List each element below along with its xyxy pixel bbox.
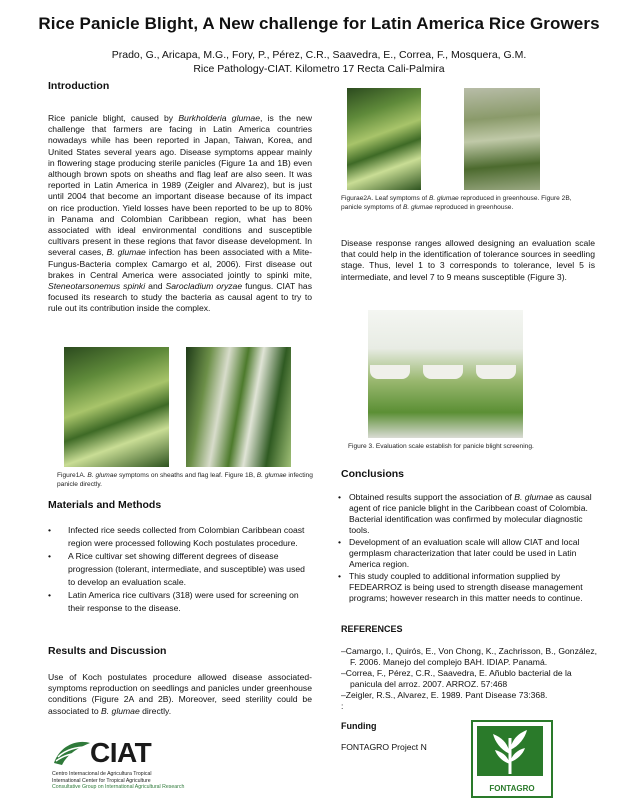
- intro-text-1: Rice panicle blight, caused by: [48, 113, 179, 123]
- fig1-cap-c: infecting panicle directly.: [57, 472, 313, 488]
- figure-3-caption: Figure 3. Evaluation scale establish for panicle blight screening.: [348, 443, 534, 450]
- references-heading: REFERENCES: [341, 624, 403, 634]
- fig1-cap-species-a: B. glumae: [87, 472, 118, 479]
- references-separator: :: [341, 701, 344, 711]
- fig1-cap-a: Figure1A.: [57, 472, 88, 479]
- ciat-tagline-2: International Center for Tropical Agriculture: [52, 777, 151, 784]
- author-block: [0, 48, 638, 76]
- funding-heading: Funding: [341, 721, 377, 731]
- intro-text-5: fungus. CIAT has focused its research to study the bacteria as causal agent to try to rule out its contribution inside the complex.: [48, 281, 312, 314]
- fontagro-plant-icon: [473, 724, 547, 778]
- methods-item: • A Rice cultivar set showing different degrees of disease progression (tolerant, intermediate, and susceptible) was used to develop an evaluation scale.: [48, 550, 308, 589]
- ciat-tagline: [52, 771, 202, 791]
- reference-item: –Camargo, I., Quirós, E., Von Chong, K., Zachrisson, B., González, F. 2006. Manejo del complejo BAH. IDIAP. Panamá.: [341, 646, 598, 667]
- methods-heading: Materials and Methods: [48, 499, 162, 511]
- poster-title: Rice Panicle Blight, A New challenge for Latin America Rice Growers: [38, 14, 600, 33]
- intro-species-4: Sarocladium oryzae: [165, 281, 243, 292]
- intro-text-2: , is the new challenge that farmers are facing in Latin America countries nowadays while has been reported in Japan, Taiwan, Korea, and United States several years ago. Disease symptoms appear mainly in flowering stage producing sterile panicles (Figure 1a and 1B) even although brown spots on sheaths and flag leaf are also seen. It was reported in Latin America in 1989 (Zeigler and Alvarez), but is just until 2004 that become an important disease because of its impact on rice production. Yield losses have been reported to be up to 80% in Panama and Colombian Caribbean region, what has been associated with ideal environmental conditions and susceptible cultivars present in these regions that favor disease development. In several cases,: [48, 113, 312, 258]
- conclusions-item: [336, 492, 598, 536]
- intro-species-2: B. glumae: [106, 247, 146, 258]
- ciat-tagline-1: Centro Internacional de Agricultura Tropical: [52, 771, 152, 777]
- methods-item: • Latin America rice cultivars (318) were used for screening on their response to the disease.: [48, 589, 308, 615]
- figure-1-caption: [57, 472, 323, 489]
- intro-text-3: infection has been associated with a Mite-Fungus-Bacteria complex Camargo et al, 2006). First disease out brakes in Central America were associated jointly to spinki mite,: [48, 247, 312, 280]
- results-text-2: directly.: [139, 705, 172, 716]
- results-text-1: Use of Koch postulates procedure allowed disease associated-symptoms reproduction on seedlings and panicles under greenhouse conditions (Figure 2A and 2B). Moreover, seed sterility could be associated to: [48, 672, 312, 716]
- introduction-heading: Introduction: [48, 80, 110, 92]
- results-heading: Results and Discussion: [48, 645, 167, 657]
- methods-item: • Infected rice seeds collected from Colombian Caribbean coast region were processed following Koch postulates procedure.: [48, 524, 308, 550]
- intro-species-1: Burkholderia glumae: [178, 113, 260, 123]
- intro-species-3: Steneotarsonemus spinki: [48, 281, 146, 292]
- reference-item: –Correa, F., Pérez, C.R., Saavedra, E. Añublo bacterial de la panicula del arroz. 2007. ARROZ. 57:468: [341, 668, 572, 689]
- conclusion-1-text-b: as causal agent of rice panicle blight in the Caribbean coast of Colombia. Bacterial identification was confirmed by molecular diagnostic tools.: [349, 492, 592, 535]
- fontagro-wordmark: FONTAGRO: [489, 784, 535, 793]
- fig2-cap-species-a: B. glumae: [428, 195, 459, 202]
- ciat-wordmark: CIAT: [90, 737, 152, 768]
- methods-list: [48, 524, 308, 615]
- fig2-cap-species-b: B. glumae: [402, 203, 433, 211]
- references-list: [341, 646, 599, 712]
- fig1-cap-b: symptoms on sheaths and flag leaf. Figure 1B,: [117, 472, 257, 479]
- introduction-text: [48, 113, 312, 315]
- figure-2-caption: [341, 195, 591, 212]
- fig2-cap-b: reproduced in greenhouse. Figure 2B, panicle symptoms of: [341, 195, 572, 211]
- affiliation: Rice Pathology-CIAT. Kilometro 17 Recta Cali-Palmira: [193, 63, 445, 75]
- conclusions-item: • Development of an evaluation scale will allow CIAT and local germplasm characterization that later could be used in Latin America region.: [336, 537, 598, 570]
- conclusion-1-text-a: Obtained results support the association of: [349, 492, 515, 502]
- figure-1b-photo: [186, 347, 291, 467]
- author-list: Prado, G., Aricapa, M.G., Fory, P., Pérez, C.R., Saavedra, E., Correa, F., Mosquera, G.M.: [111, 49, 527, 61]
- reference-item: –Zeigler, R.S., Alvarez, E. 1989. Pant Disease 73:368.: [341, 690, 548, 700]
- conclusions-item: • This study coupled to additional information supplied by FEDEARROZ is being used to strength disease management programs; however research in this matter needs to continue.: [336, 571, 598, 604]
- fontagro-logo: [471, 720, 553, 798]
- ciat-leaf-icon: [52, 739, 92, 769]
- fig1-cap-species-b: B. glumae: [256, 472, 287, 479]
- figure-2a-photo: [347, 88, 421, 190]
- results-text: [48, 672, 312, 717]
- ciat-logo: [52, 737, 202, 793]
- conclusion-1-species: B. glumae: [514, 492, 553, 502]
- figure-3-photo: [368, 310, 523, 438]
- conclusions-heading: Conclusions: [341, 468, 405, 480]
- conclusions-list: [336, 492, 598, 605]
- figure-2b-photo: [464, 88, 540, 190]
- figure-1a-photo: [64, 347, 169, 467]
- ciat-tagline-3: Consultative Group on International Agricultural Research: [52, 784, 185, 790]
- funding-text: FONTAGRO Project N: [341, 742, 427, 752]
- fig2-cap-a: Figurae2A. Leaf symptoms of: [341, 195, 429, 202]
- scale-text: Disease response ranges allowed designing an evaluation scale that could help in the identification of tolerance sources in seedling stage. Thus, level 1 to 3 corresponds to tolerance, level 5 is intermediate, and level 7 to 9 means susceptible (Figure 3).: [341, 238, 595, 282]
- results-species: B. glumae: [101, 705, 140, 716]
- fig2-cap-c: reproduced in greenhouse.: [432, 203, 514, 211]
- intro-text-4: and: [145, 281, 166, 292]
